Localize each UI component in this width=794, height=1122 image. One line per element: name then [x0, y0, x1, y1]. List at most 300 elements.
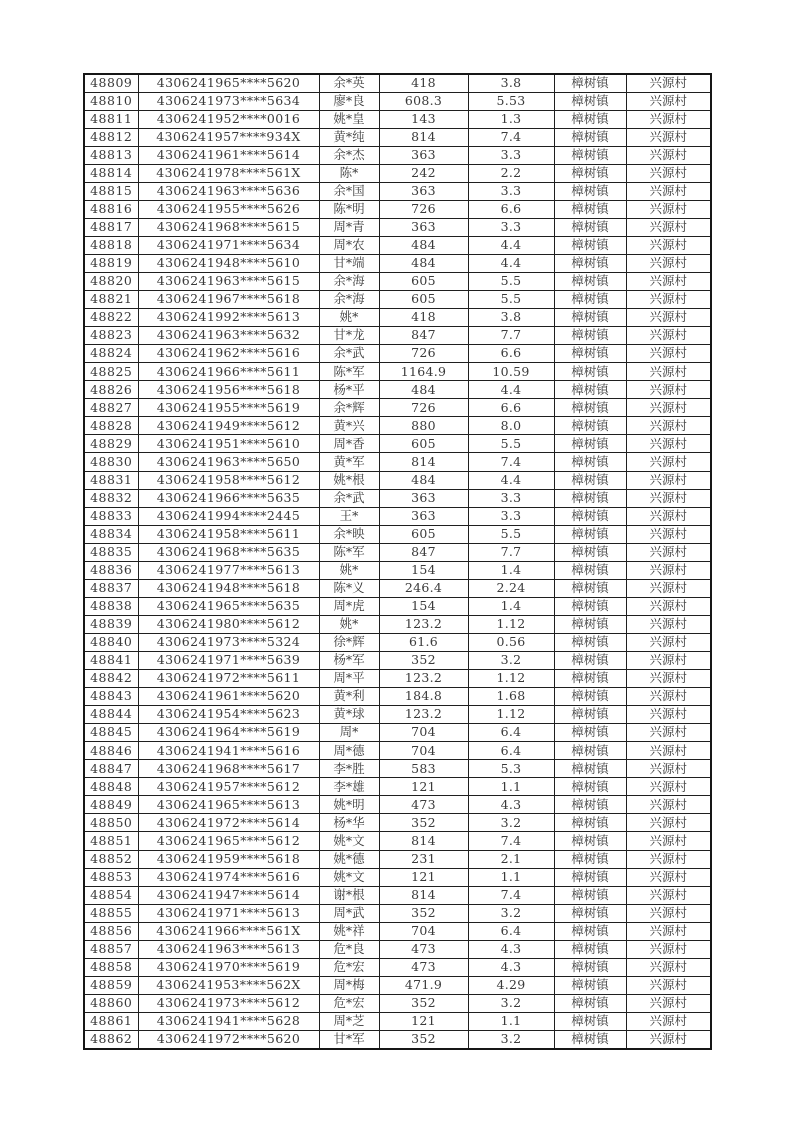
table-row	[84, 958, 711, 976]
cell-name: 危*良	[319, 940, 379, 958]
cell-serial: 48811	[84, 110, 138, 128]
cell-town: 樟树镇	[554, 706, 626, 724]
cell-serial: 48839	[84, 615, 138, 633]
cell-village: 兴源村	[626, 273, 711, 291]
cell-village: 兴源村	[626, 254, 711, 272]
cell-town: 樟树镇	[554, 724, 626, 742]
table-row	[84, 1030, 711, 1048]
cell-amount: 121	[379, 1012, 468, 1030]
cell-amount: 473	[379, 940, 468, 958]
cell-area: 4.4	[468, 236, 554, 254]
cell-serial: 48824	[84, 345, 138, 363]
cell-village: 兴源村	[626, 471, 711, 489]
cell-town: 樟树镇	[554, 958, 626, 976]
cell-village: 兴源村	[626, 381, 711, 399]
cell-id-number: 4306241964****5619	[138, 724, 319, 742]
cell-id-number: 4306241973****5634	[138, 92, 319, 110]
cell-serial: 48850	[84, 814, 138, 832]
cell-id-number: 4306241970****5619	[138, 958, 319, 976]
cell-name: 周*芝	[319, 1012, 379, 1030]
cell-village: 兴源村	[626, 182, 711, 200]
cell-area: 7.7	[468, 543, 554, 561]
table-row	[84, 381, 711, 399]
cell-amount: 726	[379, 345, 468, 363]
cell-village: 兴源村	[626, 200, 711, 218]
cell-id-number: 4306241961****5620	[138, 688, 319, 706]
cell-village: 兴源村	[626, 1030, 711, 1048]
cell-village: 兴源村	[626, 850, 711, 868]
cell-area: 4.4	[468, 471, 554, 489]
cell-serial: 48843	[84, 688, 138, 706]
cell-serial: 48820	[84, 273, 138, 291]
cell-amount: 473	[379, 796, 468, 814]
table-row	[84, 345, 711, 363]
cell-name: 姚*	[319, 615, 379, 633]
cell-town: 樟树镇	[554, 218, 626, 236]
cell-serial: 48836	[84, 561, 138, 579]
cell-village: 兴源村	[626, 110, 711, 128]
cell-name: 周*青	[319, 218, 379, 236]
cell-serial: 48834	[84, 525, 138, 543]
cell-amount: 121	[379, 868, 468, 886]
cell-name: 姚*	[319, 309, 379, 327]
cell-town: 樟树镇	[554, 399, 626, 417]
cell-town: 樟树镇	[554, 633, 626, 651]
cell-village: 兴源村	[626, 922, 711, 940]
cell-name: 余*英	[319, 74, 379, 92]
cell-id-number: 4306241963****5632	[138, 327, 319, 345]
cell-amount: 123.2	[379, 706, 468, 724]
cell-village: 兴源村	[626, 615, 711, 633]
table-row	[84, 994, 711, 1012]
cell-serial: 48823	[84, 327, 138, 345]
cell-id-number: 4306241959****5618	[138, 850, 319, 868]
table-row	[84, 615, 711, 633]
cell-serial: 48852	[84, 850, 138, 868]
table-row	[84, 110, 711, 128]
cell-id-number: 4306241955****5619	[138, 399, 319, 417]
cell-area: 1.68	[468, 688, 554, 706]
cell-id-number: 4306241958****5612	[138, 471, 319, 489]
table-row	[84, 904, 711, 922]
cell-village: 兴源村	[626, 760, 711, 778]
cell-village: 兴源村	[626, 706, 711, 724]
cell-area: 1.1	[468, 778, 554, 796]
cell-amount: 352	[379, 1030, 468, 1048]
cell-id-number: 4306241962****5616	[138, 345, 319, 363]
table-row	[84, 92, 711, 110]
cell-town: 樟树镇	[554, 128, 626, 146]
cell-town: 樟树镇	[554, 940, 626, 958]
cell-name: 黄*利	[319, 688, 379, 706]
cell-area: 5.53	[468, 92, 554, 110]
cell-area: 3.3	[468, 218, 554, 236]
table-row	[84, 309, 711, 327]
cell-serial: 48830	[84, 453, 138, 471]
cell-id-number: 4306241951****5610	[138, 435, 319, 453]
cell-town: 樟树镇	[554, 146, 626, 164]
cell-town: 樟树镇	[554, 597, 626, 615]
cell-village: 兴源村	[626, 525, 711, 543]
table-row	[84, 74, 711, 92]
cell-name: 周*平	[319, 670, 379, 688]
table-row	[84, 273, 711, 291]
cell-amount: 352	[379, 652, 468, 670]
cell-serial: 48859	[84, 976, 138, 994]
cell-name: 危*宏	[319, 958, 379, 976]
cell-town: 樟树镇	[554, 489, 626, 507]
cell-area: 1.3	[468, 110, 554, 128]
cell-serial: 48815	[84, 182, 138, 200]
cell-serial: 48857	[84, 940, 138, 958]
cell-name: 谢*根	[319, 886, 379, 904]
cell-area: 4.3	[468, 940, 554, 958]
cell-amount: 121	[379, 778, 468, 796]
cell-area: 7.4	[468, 128, 554, 146]
table-row	[84, 417, 711, 435]
cell-area: 0.56	[468, 633, 554, 651]
cell-area: 7.4	[468, 453, 554, 471]
cell-town: 樟树镇	[554, 922, 626, 940]
cell-name: 余*武	[319, 489, 379, 507]
cell-village: 兴源村	[626, 218, 711, 236]
cell-amount: 605	[379, 525, 468, 543]
table-row	[84, 832, 711, 850]
cell-id-number: 4306241957****5612	[138, 778, 319, 796]
cell-name: 周*武	[319, 904, 379, 922]
cell-village: 兴源村	[626, 958, 711, 976]
cell-area: 3.2	[468, 814, 554, 832]
cell-name: 余*武	[319, 345, 379, 363]
cell-name: 姚*根	[319, 471, 379, 489]
cell-area: 6.4	[468, 724, 554, 742]
table-row	[84, 742, 711, 760]
table-row	[84, 471, 711, 489]
cell-village: 兴源村	[626, 688, 711, 706]
cell-village: 兴源村	[626, 543, 711, 561]
table-row	[84, 868, 711, 886]
cell-area: 2.1	[468, 850, 554, 868]
cell-name: 陈*军	[319, 543, 379, 561]
cell-town: 樟树镇	[554, 273, 626, 291]
cell-area: 3.3	[468, 507, 554, 525]
cell-village: 兴源村	[626, 236, 711, 254]
cell-id-number: 4306241941****5616	[138, 742, 319, 760]
cell-id-number: 4306241941****5628	[138, 1012, 319, 1030]
cell-town: 樟树镇	[554, 778, 626, 796]
cell-town: 樟树镇	[554, 1012, 626, 1030]
cell-village: 兴源村	[626, 868, 711, 886]
cell-serial: 48844	[84, 706, 138, 724]
cell-village: 兴源村	[626, 309, 711, 327]
cell-amount: 154	[379, 561, 468, 579]
cell-serial: 48851	[84, 832, 138, 850]
cell-id-number: 4306241968****5615	[138, 218, 319, 236]
cell-amount: 471.9	[379, 976, 468, 994]
cell-serial: 48828	[84, 417, 138, 435]
cell-id-number: 4306241956****5618	[138, 381, 319, 399]
cell-name: 周*	[319, 724, 379, 742]
cell-amount: 123.2	[379, 670, 468, 688]
cell-name: 黄*纯	[319, 128, 379, 146]
cell-serial: 48829	[84, 435, 138, 453]
cell-area: 7.4	[468, 832, 554, 850]
cell-serial: 48855	[84, 904, 138, 922]
cell-area: 1.12	[468, 706, 554, 724]
cell-id-number: 4306241973****5324	[138, 633, 319, 651]
cell-serial: 48817	[84, 218, 138, 236]
cell-town: 樟树镇	[554, 814, 626, 832]
cell-name: 姚*祥	[319, 922, 379, 940]
cell-serial: 48826	[84, 381, 138, 399]
cell-town: 樟树镇	[554, 92, 626, 110]
cell-town: 樟树镇	[554, 1030, 626, 1048]
cell-amount: 352	[379, 904, 468, 922]
cell-name: 甘*军	[319, 1030, 379, 1048]
cell-area: 3.8	[468, 309, 554, 327]
cell-village: 兴源村	[626, 489, 711, 507]
cell-name: 姚*明	[319, 796, 379, 814]
cell-id-number: 4306241949****5612	[138, 417, 319, 435]
cell-name: 周*香	[319, 435, 379, 453]
cell-serial: 48854	[84, 886, 138, 904]
cell-amount: 814	[379, 832, 468, 850]
cell-serial: 48835	[84, 543, 138, 561]
cell-serial: 48825	[84, 363, 138, 381]
cell-village: 兴源村	[626, 291, 711, 309]
cell-amount: 726	[379, 399, 468, 417]
cell-id-number: 4306241980****5612	[138, 615, 319, 633]
cell-id-number: 4306241961****5614	[138, 146, 319, 164]
table-row	[84, 399, 711, 417]
cell-area: 1.12	[468, 670, 554, 688]
cell-area: 1.1	[468, 1012, 554, 1030]
cell-town: 樟树镇	[554, 832, 626, 850]
cell-amount: 231	[379, 850, 468, 868]
cell-name: 陈*	[319, 164, 379, 182]
cell-village: 兴源村	[626, 994, 711, 1012]
cell-area: 3.2	[468, 1030, 554, 1048]
cell-name: 姚*皇	[319, 110, 379, 128]
table-row	[84, 778, 711, 796]
cell-village: 兴源村	[626, 453, 711, 471]
table-row	[84, 525, 711, 543]
cell-amount: 363	[379, 507, 468, 525]
cell-village: 兴源村	[626, 940, 711, 958]
cell-id-number: 4306241954****5623	[138, 706, 319, 724]
table-row	[84, 688, 711, 706]
table-row	[84, 561, 711, 579]
cell-town: 樟树镇	[554, 435, 626, 453]
cell-amount: 143	[379, 110, 468, 128]
cell-id-number: 4306241965****5620	[138, 74, 319, 92]
cell-area: 10.59	[468, 363, 554, 381]
cell-town: 樟树镇	[554, 561, 626, 579]
cell-amount: 246.4	[379, 579, 468, 597]
cell-amount: 814	[379, 128, 468, 146]
cell-area: 1.4	[468, 597, 554, 615]
table-row	[84, 291, 711, 309]
cell-area: 3.3	[468, 489, 554, 507]
cell-name: 余*杰	[319, 146, 379, 164]
cell-village: 兴源村	[626, 399, 711, 417]
cell-name: 余*辉	[319, 399, 379, 417]
cell-area: 4.29	[468, 976, 554, 994]
cell-id-number: 4306241963****5615	[138, 273, 319, 291]
cell-serial: 48856	[84, 922, 138, 940]
cell-area: 4.4	[468, 381, 554, 399]
table-row	[84, 922, 711, 940]
table-row	[84, 543, 711, 561]
cell-id-number: 4306241968****5635	[138, 543, 319, 561]
cell-area: 5.5	[468, 435, 554, 453]
table-row	[84, 489, 711, 507]
cell-amount: 484	[379, 471, 468, 489]
table-row	[84, 164, 711, 182]
cell-serial: 48845	[84, 724, 138, 742]
cell-town: 樟树镇	[554, 236, 626, 254]
cell-serial: 48819	[84, 254, 138, 272]
cell-town: 樟树镇	[554, 417, 626, 435]
cell-village: 兴源村	[626, 633, 711, 651]
cell-area: 6.6	[468, 200, 554, 218]
cell-village: 兴源村	[626, 904, 711, 922]
cell-name: 黄*球	[319, 706, 379, 724]
cell-serial: 48812	[84, 128, 138, 146]
cell-name: 姚*文	[319, 868, 379, 886]
cell-area: 1.1	[468, 868, 554, 886]
cell-amount: 847	[379, 543, 468, 561]
cell-village: 兴源村	[626, 327, 711, 345]
cell-area: 6.4	[468, 742, 554, 760]
cell-amount: 123.2	[379, 615, 468, 633]
cell-amount: 726	[379, 200, 468, 218]
cell-area: 7.4	[468, 886, 554, 904]
table-row	[84, 363, 711, 381]
cell-amount: 242	[379, 164, 468, 182]
cell-serial: 48809	[84, 74, 138, 92]
cell-id-number: 4306241965****5612	[138, 832, 319, 850]
cell-name: 姚*文	[319, 832, 379, 850]
cell-serial: 48818	[84, 236, 138, 254]
cell-id-number: 4306241955****5626	[138, 200, 319, 218]
cell-area: 6.4	[468, 922, 554, 940]
cell-serial: 48833	[84, 507, 138, 525]
cell-area: 2.2	[468, 164, 554, 182]
cell-serial: 48861	[84, 1012, 138, 1030]
cell-name: 李*雄	[319, 778, 379, 796]
cell-area: 3.2	[468, 904, 554, 922]
cell-serial: 48862	[84, 1030, 138, 1048]
cell-name: 杨*平	[319, 381, 379, 399]
cell-amount: 704	[379, 742, 468, 760]
cell-village: 兴源村	[626, 164, 711, 182]
cell-area: 5.5	[468, 291, 554, 309]
table-row	[84, 128, 711, 146]
cell-serial: 48841	[84, 652, 138, 670]
cell-serial: 48847	[84, 760, 138, 778]
cell-serial: 48821	[84, 291, 138, 309]
table-row	[84, 633, 711, 651]
cell-name: 周*梅	[319, 976, 379, 994]
cell-id-number: 4306241966****5635	[138, 489, 319, 507]
cell-name: 徐*辉	[319, 633, 379, 651]
cell-id-number: 4306241948****5618	[138, 579, 319, 597]
cell-town: 樟树镇	[554, 543, 626, 561]
cell-id-number: 4306241957****934X	[138, 128, 319, 146]
cell-village: 兴源村	[626, 128, 711, 146]
cell-town: 樟树镇	[554, 886, 626, 904]
table-row	[84, 146, 711, 164]
cell-amount: 484	[379, 381, 468, 399]
cell-name: 甘*端	[319, 254, 379, 272]
cell-amount: 363	[379, 489, 468, 507]
cell-area: 5.5	[468, 273, 554, 291]
cell-amount: 484	[379, 254, 468, 272]
cell-name: 余*国	[319, 182, 379, 200]
cell-village: 兴源村	[626, 778, 711, 796]
cell-id-number: 4306241974****5616	[138, 868, 319, 886]
cell-town: 樟树镇	[554, 652, 626, 670]
cell-id-number: 4306241952****0016	[138, 110, 319, 128]
cell-name: 陈*义	[319, 579, 379, 597]
cell-area: 3.3	[468, 182, 554, 200]
table-row	[84, 652, 711, 670]
cell-area: 4.3	[468, 958, 554, 976]
cell-town: 樟树镇	[554, 796, 626, 814]
cell-name: 周*农	[319, 236, 379, 254]
cell-area: 1.4	[468, 561, 554, 579]
cell-amount: 583	[379, 760, 468, 778]
cell-name: 杨*华	[319, 814, 379, 832]
cell-amount: 184.8	[379, 688, 468, 706]
cell-area: 6.6	[468, 399, 554, 417]
cell-name: 周*虎	[319, 597, 379, 615]
cell-amount: 363	[379, 182, 468, 200]
cell-id-number: 4306241992****5613	[138, 309, 319, 327]
table-row	[84, 453, 711, 471]
cell-town: 樟树镇	[554, 850, 626, 868]
cell-serial: 48848	[84, 778, 138, 796]
cell-village: 兴源村	[626, 832, 711, 850]
cell-name: 陈*军	[319, 363, 379, 381]
table-row	[84, 182, 711, 200]
cell-area: 1.12	[468, 615, 554, 633]
cell-name: 危*宏	[319, 994, 379, 1012]
cell-serial: 48838	[84, 597, 138, 615]
cell-village: 兴源村	[626, 886, 711, 904]
cell-id-number: 4306241963****5613	[138, 940, 319, 958]
cell-id-number: 4306241972****5620	[138, 1030, 319, 1048]
cell-town: 樟树镇	[554, 381, 626, 399]
cell-name: 余*海	[319, 273, 379, 291]
cell-id-number: 4306241968****5617	[138, 760, 319, 778]
cell-village: 兴源村	[626, 507, 711, 525]
cell-area: 5.3	[468, 760, 554, 778]
table-row	[84, 940, 711, 958]
cell-town: 樟树镇	[554, 164, 626, 182]
cell-area: 3.2	[468, 994, 554, 1012]
cell-amount: 473	[379, 958, 468, 976]
cell-village: 兴源村	[626, 92, 711, 110]
table-row	[84, 327, 711, 345]
table-row	[84, 976, 711, 994]
cell-area: 3.3	[468, 146, 554, 164]
cell-town: 樟树镇	[554, 579, 626, 597]
cell-town: 樟树镇	[554, 688, 626, 706]
table-row	[84, 236, 711, 254]
cell-village: 兴源村	[626, 579, 711, 597]
